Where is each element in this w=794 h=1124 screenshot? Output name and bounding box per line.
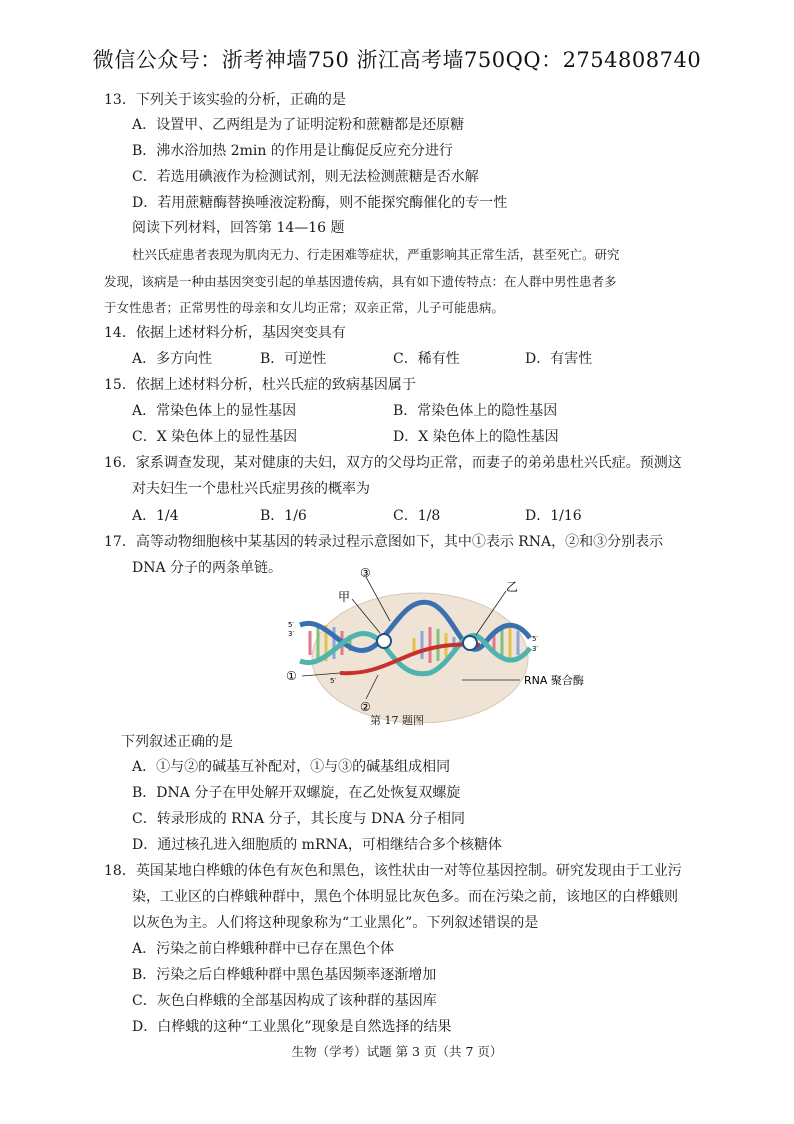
- q18-option-c: C．灰色白桦蛾的全部基因构成了该种群的基因库: [132, 993, 437, 1009]
- q16-option-c: C．1/8: [393, 508, 441, 524]
- q18-option-a: A．污染之前白桦蛾种群中已存在黑色个体: [132, 941, 395, 957]
- q17-stem-line-2: DNA 分子的两条单链。: [132, 560, 283, 576]
- q13-option-c: C．若选用碘液作为检测试剂，则无法检测蔗糖是否水解: [132, 169, 479, 185]
- label-jia: 甲: [338, 590, 351, 604]
- q13-stem: 13．下列关于该实验的分析，正确的是: [104, 92, 346, 108]
- q17-option-d: D．通过核孔进入细胞质的 mRNA，可相继结合多个核糖体: [132, 837, 502, 853]
- figure-caption: 第 17 题图: [370, 714, 424, 727]
- site-yi: [463, 636, 477, 650]
- q18-stem-line-1: 18．英国某地白桦蛾的体色有灰色和黑色，该性状由一对等位基因控制。研究发现由于工业污: [104, 863, 682, 879]
- label-yi: 乙: [506, 580, 519, 594]
- q18-stem-line-2: 染，工业区的白桦蛾种群中，黑色个体明显比灰色多。而在污染之前，该地区的白桦蛾则: [132, 889, 678, 905]
- transcription-diagram: [280, 563, 610, 723]
- label-strand-2: ②: [360, 700, 371, 714]
- q18-stem-line-3: 以灰色为主。人们将这种现象称为“工业黑化”。下列叙述错误的是: [132, 915, 539, 931]
- label-prime-3b: 3′: [532, 645, 539, 653]
- q17-option-a: A．①与②的碱基互补配对，①与③的碱基组成相同: [132, 759, 451, 775]
- q17-ask: 下列叙述正确的是: [121, 734, 233, 750]
- q14-option-b: B．可逆性: [260, 351, 327, 367]
- reading-material-line-3: 于女性患者；正常男性的母亲和女儿均正常；双亲正常，儿子可能患病。: [104, 300, 505, 315]
- q15-option-c: C．X 染色体上的显性基因: [132, 429, 298, 445]
- page-header: 微信公众号：浙考神墙750 浙江高考墙750QQ：2754808740: [92, 48, 702, 72]
- q18-option-b: B．污染之后白桦蛾种群中黑色基因频率逐渐增加: [132, 967, 437, 983]
- q14-option-a: A．多方向性: [132, 351, 213, 367]
- page-footer: 生物（学考）试题 第 3 页（共 7 页）: [291, 1044, 503, 1059]
- reading-material-line-1: 杜兴氏症患者表现为肌肉无力、行走困难等症状，严重影响其正常生活，甚至死亡。研究: [132, 247, 620, 262]
- q15-option-a: A．常染色体上的显性基因: [132, 403, 297, 419]
- site-jia: [377, 634, 391, 648]
- q17-stem-line-1: 17．高等动物细胞核中某基因的转录过程示意图如下，其中①表示 RNA，②和③分别表示: [104, 534, 664, 550]
- q16-option-d: D．1/16: [525, 508, 582, 524]
- q18-option-d: D．白桦蛾的这种“工业黑化”现象是自然选择的结果: [132, 1019, 452, 1035]
- q13-option-d: D．若用蔗糖酶替换唾液淀粉酶，则不能探究酶催化的专一性: [132, 195, 508, 211]
- q16-option-a: A．1/4: [132, 508, 179, 524]
- q14-option-d: D．有害性: [525, 351, 593, 367]
- label-prime-3a: 3′: [288, 630, 295, 638]
- q17-option-b: B．DNA 分子在甲处解开双螺旋，在乙处恢复双螺旋: [132, 785, 461, 801]
- q15-option-d: D．X 染色体上的隐性基因: [393, 429, 559, 445]
- label-rna-1: ①: [286, 669, 297, 683]
- label-prime-5a: 5′: [288, 621, 295, 629]
- label-prime-5b: 5′: [532, 635, 539, 643]
- reading-material-line-2: 发现，该病是一种由基因突变引起的单基因遗传病，具有如下遗传特点：在人群中男性患者多: [104, 274, 617, 289]
- q16-stem-line-2: 对夫妇生一个患杜兴氏症男孩的概率为: [132, 481, 370, 497]
- q15-stem: 15．依据上述材料分析，杜兴氏症的致病基因属于: [104, 377, 416, 393]
- q16-stem-line-1: 16．家系调查发现，某对健康的夫妇，双方的父母均正常，而妻子的弟弟患杜兴氏症。预测这: [104, 455, 682, 471]
- q13-option-a: A．设置甲、乙两组是为了证明淀粉和蔗糖都是还原糖: [132, 117, 465, 133]
- label-rna-polymerase: RNA 聚合酶: [524, 674, 584, 687]
- q14-stem: 14．依据上述材料分析，基因突变具有: [104, 325, 346, 341]
- nucleus-shape: [312, 593, 528, 723]
- reading-intro: 阅读下列材料，回答第 14—16 题: [132, 220, 345, 236]
- label-prime-5c: 5′: [330, 677, 337, 685]
- q13-option-b: B．沸水浴加热 2min 的作用是让酶促反应充分进行: [132, 143, 453, 159]
- q17-option-c: C．转录形成的 RNA 分子，其长度与 DNA 分子相同: [132, 811, 465, 827]
- label-strand-3: ③: [360, 566, 371, 580]
- q15-option-b: B．常染色体上的隐性基因: [393, 403, 558, 419]
- q14-option-c: C．稀有性: [393, 351, 460, 367]
- q16-option-b: B．1/6: [260, 508, 307, 524]
